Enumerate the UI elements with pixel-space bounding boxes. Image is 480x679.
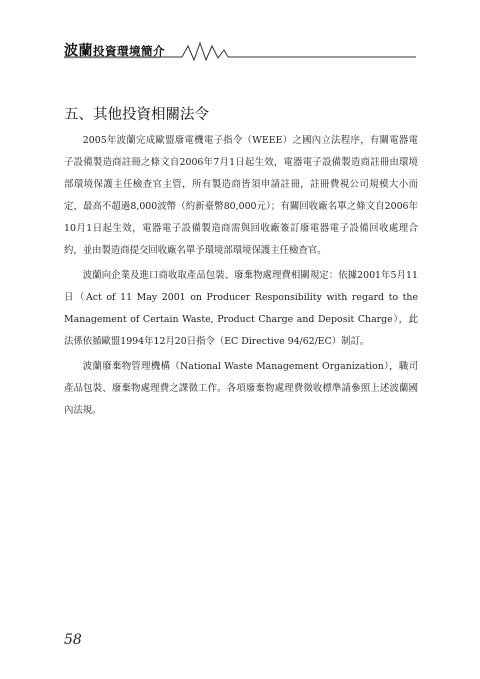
header-title-subject: 投資環境簡介: [93, 44, 165, 58]
paragraph-waste-organization: 波蘭廢棄物管理機構（National Waste Management Organization），職司產品包裝、廢棄物處理費之課徵工作。各項廢棄物處理費徵收標準請參照上述波蘭國內法規。: [64, 361, 418, 416]
paragraph-weee: 2005年波蘭完成歐盟廢電機電子指令（WEEE）之國內立法程序，有關電器電子設備製造商註冊之條文自2006年7月1日起生效，電器電子設備製造商註冊由環境部環境保護主任檢查官主管，所有製造商皆須申請註冊，註冊費視公司規模大小而定，最高不超過8,000波幣（約新臺幣80,000元）；有關回收廠名單之條文自2006年10月1日起生效，電器電子設備製造商需與回收廠簽訂廢電器電子設備回收處理合約，並由製造商提交回收廠名單予環境部環境保護主任檢查官。: [64, 135, 418, 256]
page-number: 58: [64, 632, 82, 648]
paragraph-packaging-fee: 波蘭向企業及進口商收取產品包裝、廢棄物處理費相關規定：依據2001年5月11日（Act of 11 May 2001 on Producer Responsibility with regard to the Management of Certain Waste, Product Charge and Deposit Charge），此法係依循歐盟1994年12月20日指令（EC Directive 94/62/EC）制訂。: [64, 270, 418, 347]
header-title-country: 波蘭: [64, 43, 93, 59]
section-heading: 五、其他投資相關法令: [64, 107, 209, 123]
running-header: [64, 38, 416, 62]
body-text: [64, 130, 418, 425]
header-heartbeat-line-icon: [64, 38, 416, 62]
